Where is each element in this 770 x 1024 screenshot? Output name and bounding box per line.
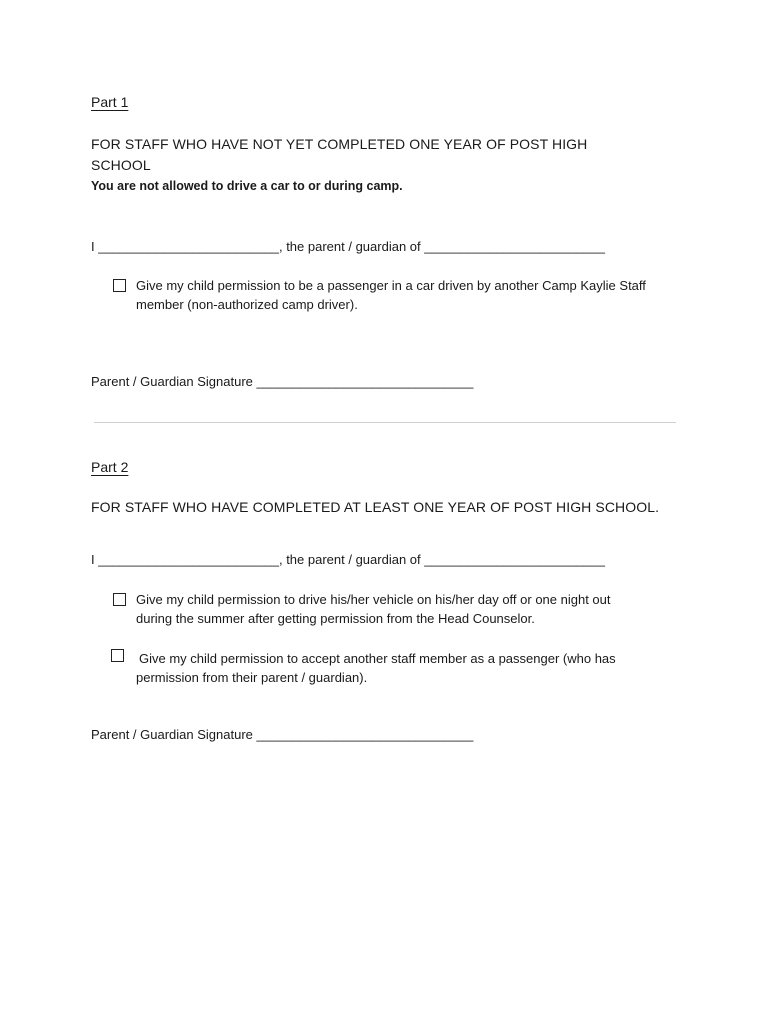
- part1-passenger-checkbox[interactable]: [113, 279, 126, 292]
- part2-title: FOR STAFF WHO HAVE COMPLETED AT LEAST ONE YEAR OF POST HIGH SCHOOL.: [91, 499, 660, 515]
- part2-drive-checkbox[interactable]: [113, 593, 126, 606]
- part1-passenger-option: [136, 276, 696, 314]
- part2-passenger-option: [136, 649, 696, 687]
- part1-passenger-option-line2: member (non-authorized camp driver).: [136, 297, 358, 312]
- part2-passenger-checkbox[interactable]: [111, 649, 124, 662]
- part2-drive-option: [136, 590, 696, 628]
- part1-guardian-line: I _________________________, the parent / guardian of _________________________: [91, 239, 605, 254]
- part2-heading: Part 2: [91, 459, 129, 475]
- part1-heading: Part 1: [91, 94, 129, 110]
- part1-warning: You are not allowed to drive a car to or during camp.: [91, 179, 403, 193]
- part1-title-line1: FOR STAFF WHO HAVE NOT YET COMPLETED ONE YEAR OF POST HIGH: [91, 136, 588, 152]
- part2-passenger-option-line1: Give my child permission to accept another staff member as a passenger (who has: [139, 651, 616, 666]
- part2-guardian-line: I _________________________, the parent / guardian of _________________________: [91, 552, 605, 567]
- part2-passenger-option-line2: permission from their parent / guardian).: [136, 670, 368, 685]
- part2-drive-option-line1: Give my child permission to drive his/her vehicle on his/her day off or one night out: [136, 592, 611, 607]
- part1-passenger-option-line1: Give my child permission to be a passenger in a car driven by another Camp Kaylie Staff: [136, 278, 646, 293]
- part1-title-line2: SCHOOL: [91, 157, 151, 173]
- part1-signature-line[interactable]: Parent / Guardian Signature ______________________________: [91, 374, 474, 389]
- section-divider: [94, 422, 676, 423]
- part2-drive-option-line2: during the summer after getting permission from the Head Counselor.: [136, 611, 535, 626]
- part2-signature-line[interactable]: Parent / Guardian Signature ______________________________: [91, 727, 474, 742]
